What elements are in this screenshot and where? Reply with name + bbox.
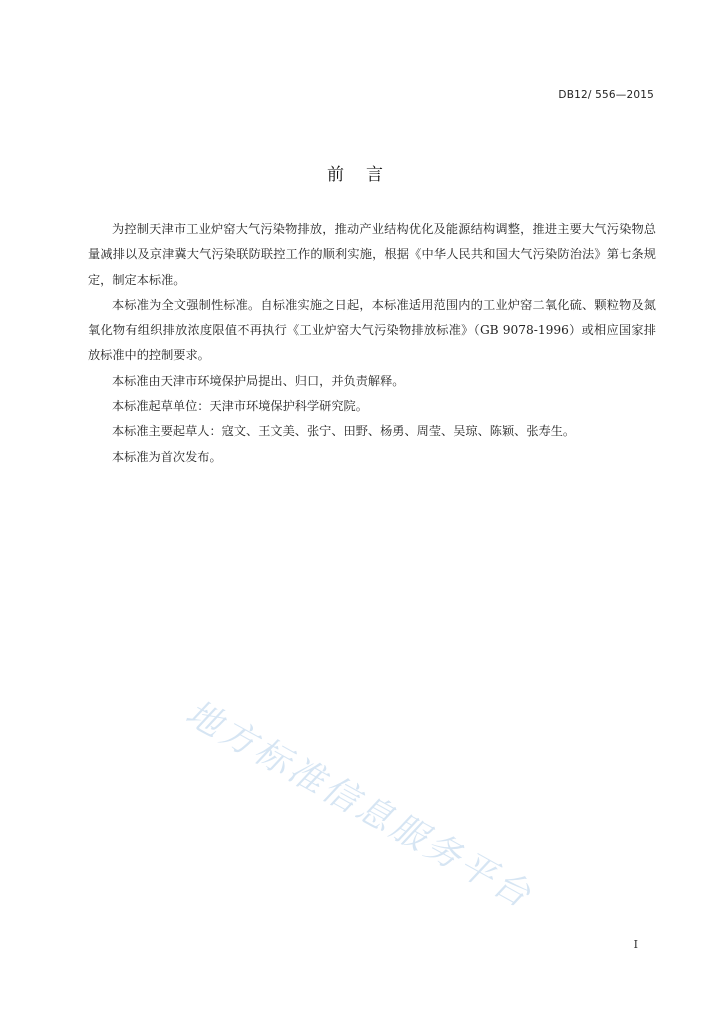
paragraph-drafters: 本标准主要起草人：寇文、王文美、张宁、田野、杨勇、周莹、吴琼、陈颖、张寿生。 bbox=[112, 424, 576, 439]
document-body bbox=[88, 217, 656, 470]
paragraph-drafting-unit: 本标准起草单位：天津市环境保护科学研究院。 bbox=[112, 399, 368, 414]
page-number: I bbox=[633, 938, 638, 951]
document-code: DB12/ 556—2015 bbox=[558, 89, 654, 101]
watermark: 地方标准信息服务平台 bbox=[178, 693, 540, 918]
paragraph-purpose: 为控制天津市工业炉窑大气污染物排放，推动产业结构优化及能源结构调整，推进主要大气污染物总量减排以及京津冀大气污染联防联控工作的顺利实施，根据《中华人民共和国大气污染防治法》第七条规定，制定本标准。 bbox=[88, 222, 656, 287]
paragraph-mandatory-scope: 本标准为全文强制性标准。自标准实施之日起，本标准适用范围内的工业炉窑二氧化硫、颗粒物及氮氧化物有组织排放浓度限值不再执行《工业炉窑大气污染物排放标准》（GB 9078-1996）或相应国家排放标准中的控制要求。 bbox=[88, 297, 656, 363]
paragraph-first-release: 本标准为首次发布。 bbox=[112, 449, 222, 464]
paragraph-proposer: 本标准由天津市环境保护局提出、归口，并负责解释。 bbox=[112, 373, 405, 388]
page-title: 前言 bbox=[327, 165, 405, 185]
